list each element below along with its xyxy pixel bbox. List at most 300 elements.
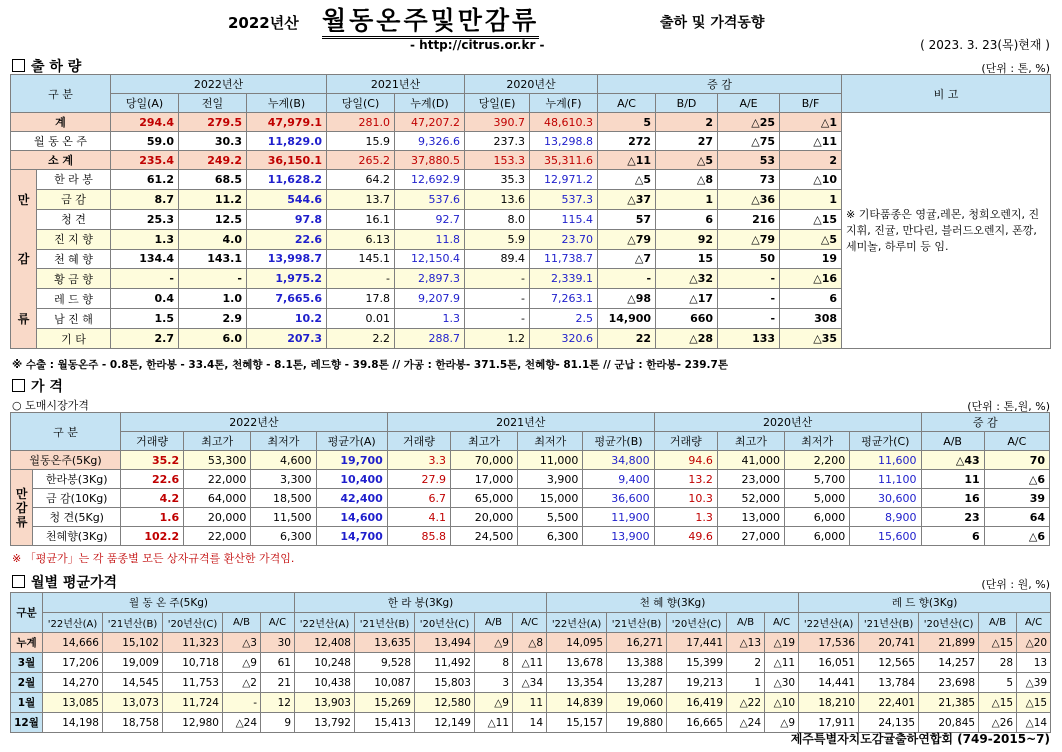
data-cell: 15,269 [355,693,415,713]
data-cell: 1.5 [111,309,179,329]
data-cell: 64,000 [184,489,251,508]
row-label: 3월 [11,653,43,673]
row-label: 12월 [11,713,43,733]
column-header: A/B [979,613,1017,633]
data-cell: △8 [656,170,718,190]
data-cell: 47,979.1 [247,113,327,132]
data-cell: 102.2 [121,527,184,546]
data-cell: △28 [656,329,718,349]
data-cell: △5 [780,229,842,249]
data-cell: 237.3 [465,132,530,151]
data-cell: 12,580 [415,693,475,713]
row-label: 금 감 [37,189,111,209]
data-cell: 11,100 [850,470,921,489]
data-cell: △25 [718,113,780,132]
data-cell: △5 [598,170,656,190]
column-header: 전일 [179,94,247,113]
data-cell: 2,339.1 [530,269,598,289]
data-cell: 24,500 [450,527,517,546]
data-cell: 2.2 [327,329,395,349]
data-cell: △37 [598,189,656,209]
data-cell: 17,536 [799,633,859,653]
column-header: A/B [921,432,984,451]
data-cell: 17,911 [799,713,859,733]
column-header: '22년산(A) [43,613,103,633]
data-cell: 18,500 [251,489,316,508]
data-cell: 5 [979,673,1017,693]
data-cell: 23 [921,508,984,527]
data-cell: 14,900 [598,309,656,329]
data-cell: 25.3 [111,209,179,229]
data-cell: △13 [727,633,765,653]
data-cell: 53,300 [184,451,251,470]
group-header: 천 혜 향(3Kg) [547,593,799,613]
data-cell: △22 [727,693,765,713]
data-cell: 13.7 [327,189,395,209]
data-cell: △98 [598,289,656,309]
data-cell: - [465,269,530,289]
data-cell: 16,419 [667,693,727,713]
data-cell: 70 [984,451,1049,470]
data-cell: △1 [780,113,842,132]
data-cell: 19,060 [607,693,667,713]
column-header: 평균가(C) [850,432,921,451]
data-cell: △15 [979,693,1017,713]
data-cell: 14,095 [547,633,607,653]
data-cell: 11,500 [251,508,316,527]
data-cell: 660 [656,309,718,329]
data-cell: 13,494 [415,633,475,653]
data-cell: △30 [765,673,799,693]
data-cell: - [598,269,656,289]
data-cell: 5,700 [785,470,850,489]
data-cell: 41,000 [717,451,784,470]
column-header: 당일(C) [327,94,395,113]
data-cell: - [111,269,179,289]
column-header: '21년산(B) [859,613,919,633]
data-cell: △11 [598,151,656,170]
data-cell: 14,270 [43,673,103,693]
data-cell: 6,300 [251,527,316,546]
data-cell: 28 [979,653,1017,673]
side-char: 만 [17,193,30,208]
shipment-unit: (단위 : 톤, %) [981,62,1050,75]
column-header: '20년산(C) [919,613,979,633]
data-cell: 11,753 [163,673,223,693]
data-cell: 115.4 [530,209,598,229]
data-cell: 281.0 [327,113,395,132]
column-header: '21년산(B) [103,613,163,633]
column-header: 거래량 [654,432,717,451]
data-cell: 133 [718,329,780,349]
data-cell: 1 [727,673,765,693]
data-cell: △10 [765,693,799,713]
column-header: A/C [513,613,547,633]
column-header: 누계(B) [247,94,327,113]
data-cell: 27,000 [717,527,784,546]
row-label: 천 혜 향 [37,249,111,269]
data-cell: △9 [223,653,261,673]
data-cell: △39 [1017,673,1051,693]
data-cell: 13,784 [859,673,919,693]
data-cell: 92.7 [395,209,465,229]
data-cell: 10,438 [295,673,355,693]
data-cell: 6,000 [785,527,850,546]
data-cell: 265.2 [327,151,395,170]
data-cell: 15 [656,249,718,269]
data-cell: 11,492 [415,653,475,673]
shipment-table [10,74,1051,349]
data-cell: 39 [984,489,1049,508]
data-cell: 19,700 [316,451,387,470]
data-cell: - [718,289,780,309]
data-cell: 35,311.6 [530,151,598,170]
data-cell: △15 [1017,693,1051,713]
table-row [11,508,1050,527]
header-2021: 2021년산 [327,75,465,94]
data-cell: △11 [765,653,799,673]
data-cell: 14,257 [919,653,979,673]
data-cell: 13,678 [547,653,607,673]
data-cell: 14,839 [547,693,607,713]
column-header: 최저가 [785,432,850,451]
data-cell: △9 [475,633,513,653]
data-cell: △19 [765,633,799,653]
data-cell: 15,102 [103,633,163,653]
data-cell: 16.1 [327,209,395,229]
table-row [11,633,1051,653]
data-cell: 30.3 [179,132,247,151]
data-cell: △14 [1017,713,1051,733]
data-cell: 24,135 [859,713,919,733]
data-cell: 17.8 [327,289,395,309]
column-header: 최고가 [717,432,784,451]
column-header: 누계(D) [395,94,465,113]
data-cell: 23,000 [717,470,784,489]
data-cell: 11.8 [395,229,465,249]
data-cell: 6 [780,289,842,309]
row-label: 진 지 향 [37,229,111,249]
data-cell: 14,700 [316,527,387,546]
data-cell: 30 [261,633,295,653]
row-label: 금 감(10Kg) [33,489,121,508]
data-cell: 89.4 [465,249,530,269]
data-cell: 9,326.6 [395,132,465,151]
column-header: 거래량 [121,432,184,451]
data-cell: 61 [261,653,295,673]
side-char: 감 [17,252,30,267]
data-cell: 13,900 [583,527,654,546]
data-cell: 14,198 [43,713,103,733]
data-cell: 537.3 [530,189,598,209]
data-cell: 9,528 [355,653,415,673]
column-header: 최고가 [184,432,251,451]
data-cell: 21,899 [919,633,979,653]
data-cell: △43 [921,451,984,470]
data-cell: 16,271 [607,633,667,653]
column-header: A/B [727,613,765,633]
data-cell: 49.6 [654,527,717,546]
row-label: 소 계 [11,151,111,170]
data-cell: △75 [718,132,780,151]
data-cell: 537.6 [395,189,465,209]
data-cell: △17 [656,289,718,309]
row-label: 천혜향(3Kg) [33,527,121,546]
data-cell: - [465,309,530,329]
header-2020: 2020년산 [654,413,921,432]
data-cell: 22 [598,329,656,349]
header-gubun: 구 분 [11,75,111,113]
data-cell: △36 [718,189,780,209]
data-cell: 8,900 [850,508,921,527]
footer-org: 제주특별자치도감귤출하연합회 (749-2015~7) [790,732,1050,746]
column-header: '22년산(A) [295,613,355,633]
data-cell: 249.2 [179,151,247,170]
data-cell: 1.3 [654,508,717,527]
checkbox-icon [12,59,25,72]
data-cell: 11,724 [163,693,223,713]
data-cell: - [465,289,530,309]
data-cell: 10,400 [316,470,387,489]
data-cell: 14,666 [43,633,103,653]
data-cell: 13,073 [103,693,163,713]
data-cell: 35.2 [121,451,184,470]
data-cell: 288.7 [395,329,465,349]
data-cell: 15.9 [327,132,395,151]
monthly-unit: (단위 : 원, %) [981,578,1050,591]
data-cell: 17,441 [667,633,727,653]
section-monthly-title: 월별 평균가격 [12,572,117,592]
header-memo: 비 고 [842,75,1051,113]
monthly-table [10,592,1051,733]
data-cell: 35.3 [465,170,530,190]
header-gubun: 구분 [11,593,43,633]
column-header: A/C [984,432,1049,451]
column-header: '20년산(C) [163,613,223,633]
data-cell: 85.8 [387,527,450,546]
data-cell: 20,000 [184,508,251,527]
side-char: 감 [15,500,28,515]
report-subtitle: 출하 및 가격동향 [660,15,765,31]
data-cell: 18,758 [103,713,163,733]
price-unit: (단위 : 톤,원, %) [967,400,1050,413]
column-header: 누계(F) [530,94,598,113]
data-cell: 12,692.9 [395,170,465,190]
data-cell: 14,545 [103,673,163,693]
data-cell: 15,803 [415,673,475,693]
column-header: A/C [261,613,295,633]
data-cell: 1.3 [111,229,179,249]
data-cell: 19 [780,249,842,269]
data-cell: 3,300 [251,470,316,489]
row-label: 한 라 봉 [37,170,111,190]
data-cell: △11 [475,713,513,733]
data-cell: 15,600 [850,527,921,546]
memo-cell: ※ 기타품종은 영귤,레몬, 청희오렌지, 진지휘, 진귤, 만다린, 블러드오렌지, 폰깡,세미놀, 하루미 등 임. [842,113,1051,349]
data-cell: 7,665.6 [247,289,327,309]
column-header: '20년산(C) [667,613,727,633]
data-cell: - [327,269,395,289]
data-cell: 6,300 [518,527,583,546]
data-cell: 13,388 [607,653,667,673]
data-cell: 544.6 [247,189,327,209]
data-cell: △15 [780,209,842,229]
data-cell: 13,354 [547,673,607,693]
data-cell: 22,000 [184,470,251,489]
data-cell: 294.4 [111,113,179,132]
data-cell: 23.70 [530,229,598,249]
data-cell: △11 [780,132,842,151]
data-cell: 22,401 [859,693,919,713]
data-cell: 12,408 [295,633,355,653]
section-price-title: 가 격 [12,376,63,396]
data-cell: 6 [656,209,718,229]
data-cell: 21 [261,673,295,693]
data-cell: 6.7 [387,489,450,508]
data-cell: 13,903 [295,693,355,713]
data-cell: 2,897.3 [395,269,465,289]
table-row [11,451,1050,470]
data-cell: 73 [718,170,780,190]
header-2022: 2022년산 [111,75,327,94]
data-cell: 145.1 [327,249,395,269]
data-cell: 2.7 [111,329,179,349]
data-cell: 12 [261,693,295,713]
data-cell: 1 [656,189,718,209]
data-cell: △79 [718,229,780,249]
data-cell: 207.3 [247,329,327,349]
data-cell: 52,000 [717,489,784,508]
column-header: 거래량 [387,432,450,451]
data-cell: 22.6 [121,470,184,489]
table-row [11,113,1051,132]
data-cell: 13,000 [717,508,784,527]
report-date: ( 2023. 3. 23(목)현재 ) [920,38,1050,52]
data-cell: 3,900 [518,470,583,489]
data-cell: △16 [780,269,842,289]
data-cell: 4.2 [121,489,184,508]
data-cell: 13,085 [43,693,103,713]
data-cell: 16 [921,489,984,508]
data-cell: 64.2 [327,170,395,190]
data-cell: 8.7 [111,189,179,209]
report-title: 월동온주및만감류 [322,6,539,39]
data-cell: 2.5 [530,309,598,329]
data-cell: 0.01 [327,309,395,329]
data-cell: 8 [475,653,513,673]
data-cell: 1.6 [121,508,184,527]
data-cell: 30,600 [850,489,921,508]
data-cell: △15 [979,633,1017,653]
data-cell: 53 [718,151,780,170]
data-cell: 15,000 [518,489,583,508]
column-header: '20년산(C) [415,613,475,633]
data-cell: 47,207.2 [395,113,465,132]
data-cell: 10,087 [355,673,415,693]
data-cell: 18,210 [799,693,859,713]
column-header: '21년산(B) [607,613,667,633]
data-cell: 216 [718,209,780,229]
data-cell: 5,500 [518,508,583,527]
data-cell: 61.2 [111,170,179,190]
data-cell: - [718,269,780,289]
row-label: 2월 [11,673,43,693]
data-cell: 27 [656,132,718,151]
data-cell: 64 [984,508,1049,527]
data-cell: 11.2 [179,189,247,209]
data-cell: 23,698 [919,673,979,693]
data-cell: 12.5 [179,209,247,229]
row-label: 청 견 [37,209,111,229]
data-cell: △32 [656,269,718,289]
row-label: 기 타 [37,329,111,349]
data-cell: 1,975.2 [247,269,327,289]
data-cell: 13,998.7 [247,249,327,269]
data-cell: 27.9 [387,470,450,489]
column-header: A/C [1017,613,1051,633]
column-header: A/B [223,613,261,633]
data-cell: 153.3 [465,151,530,170]
data-cell: 1.2 [465,329,530,349]
data-cell: 57 [598,209,656,229]
data-cell: 15,399 [667,653,727,673]
column-header: A/C [598,94,656,113]
data-cell: 10.2 [247,309,327,329]
data-cell: 59.0 [111,132,179,151]
data-cell: 11,900 [583,508,654,527]
header-year: 2022년산 [228,14,299,32]
data-cell: 20,845 [919,713,979,733]
data-cell: 12,565 [859,653,919,673]
data-cell: 7,263.1 [530,289,598,309]
column-header: '22년산(A) [799,613,859,633]
data-cell: 4.0 [179,229,247,249]
data-cell: 8.0 [465,209,530,229]
data-cell: △11 [513,653,547,673]
data-cell: 11,628.2 [247,170,327,190]
data-cell: 19,880 [607,713,667,733]
column-header: B/F [780,94,842,113]
data-cell: 134.4 [111,249,179,269]
data-cell: 11,829.0 [247,132,327,151]
data-cell: 36,150.1 [247,151,327,170]
data-cell: 16,051 [799,653,859,673]
data-cell: 6.13 [327,229,395,249]
row-label: 남 진 해 [37,309,111,329]
data-cell: 13,792 [295,713,355,733]
group-header: 한 라 봉(3Kg) [295,593,547,613]
row-label: 레 드 향 [37,289,111,309]
data-cell: △8 [513,633,547,653]
header-diff: 증 감 [598,75,842,94]
data-cell: 308 [780,309,842,329]
data-cell: 14 [513,713,547,733]
data-cell: 3.3 [387,451,450,470]
data-cell: △3 [223,633,261,653]
data-cell: △20 [1017,633,1051,653]
data-cell: 4,600 [251,451,316,470]
wholesale-subtitle: ○ 도매시장가격 [12,399,89,412]
data-cell: 94.6 [654,451,717,470]
data-cell: 279.5 [179,113,247,132]
header-2021: 2021년산 [387,413,654,432]
table-row [11,693,1051,713]
data-cell: 11 [513,693,547,713]
column-header: 당일(A) [111,94,179,113]
data-cell: 2 [780,151,842,170]
data-cell: 5.9 [465,229,530,249]
data-cell: 6 [921,527,984,546]
